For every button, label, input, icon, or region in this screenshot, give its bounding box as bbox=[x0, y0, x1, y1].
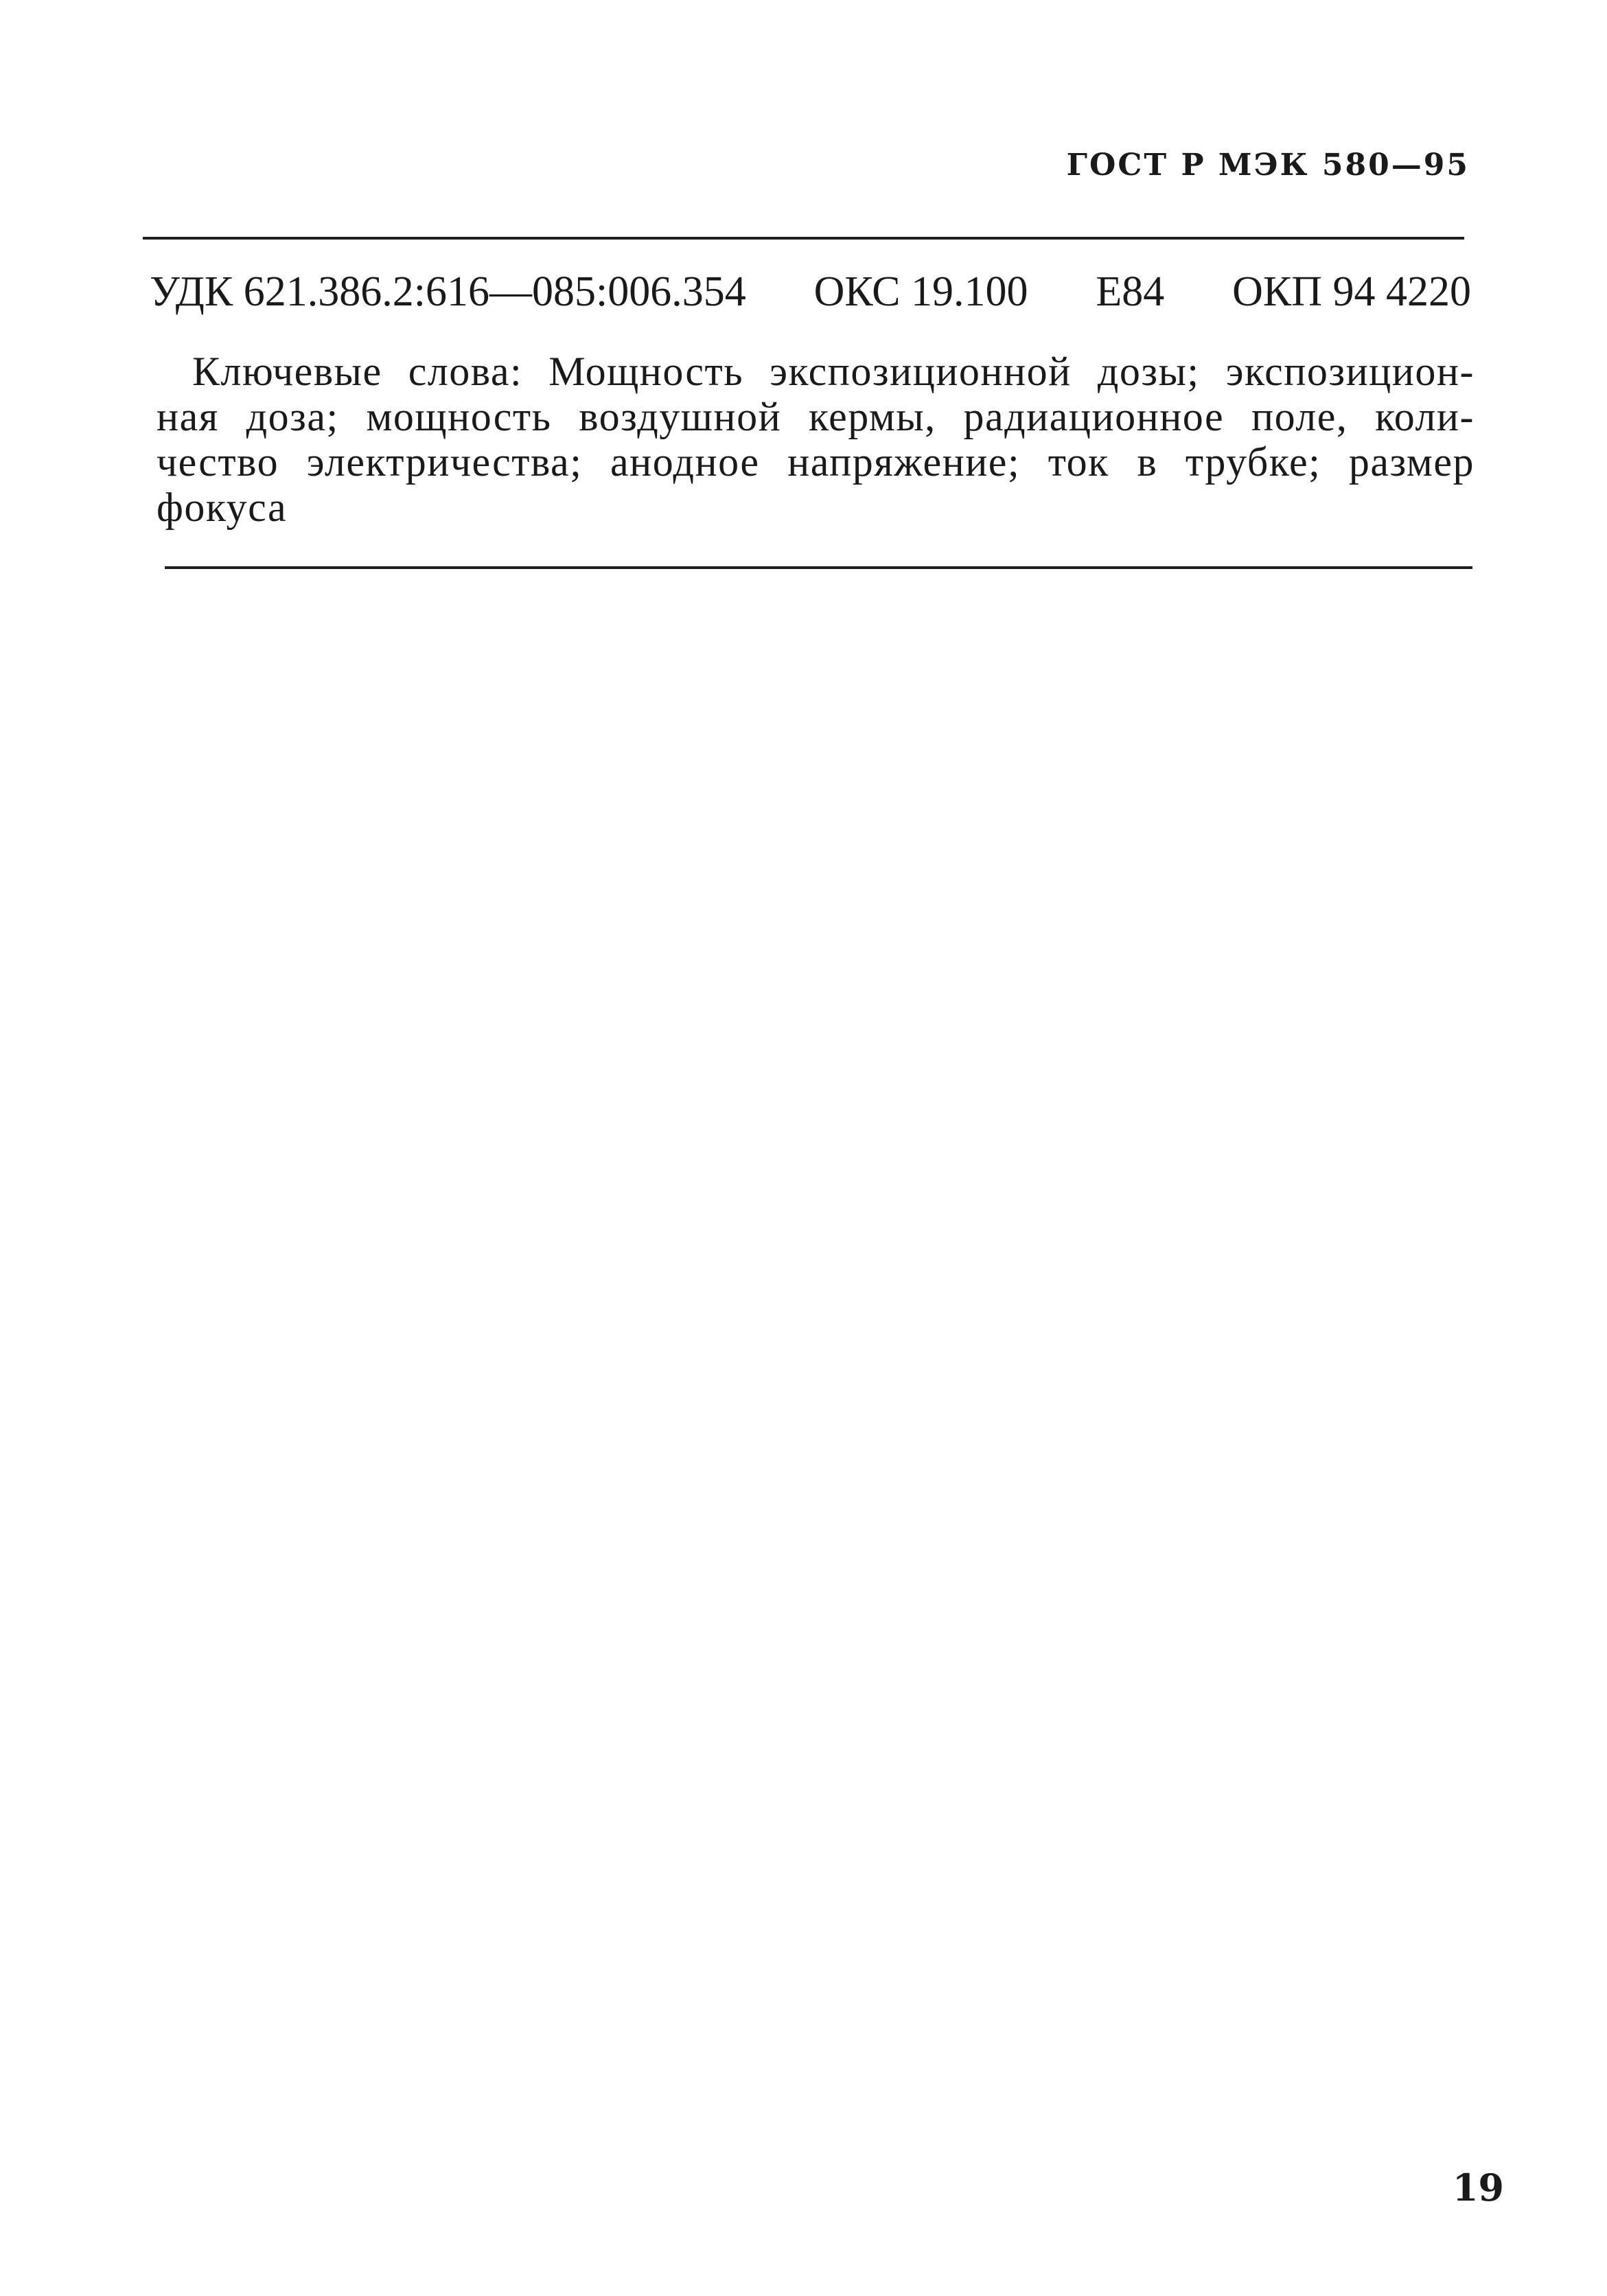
group-code: Е84 bbox=[1096, 268, 1165, 315]
keywords-line: фокуса bbox=[157, 485, 288, 530]
bottom-divider-line bbox=[165, 566, 1472, 569]
oks-code: ОКС 19.100 bbox=[813, 268, 1028, 315]
keywords-line: чество электричества; анодное напряжение; ток в трубке; размер bbox=[157, 439, 1475, 485]
udc-code: УДК 621.386.2:616—085:006.354 bbox=[150, 268, 746, 315]
keywords-line: ная доза; мощность воздушной кермы, радиационное поле, коли- bbox=[157, 394, 1475, 439]
page-number: 19 bbox=[1452, 2166, 1504, 2210]
okp-code: ОКП 94 4220 bbox=[1232, 268, 1471, 315]
keywords-line: Ключевые слова: Мощность экспозиционной дозы; экспозицион- bbox=[192, 349, 1475, 394]
keywords-paragraph bbox=[157, 349, 1475, 530]
standard-code-header: ГОСТ Р МЭК 580—95 bbox=[1066, 148, 1470, 183]
top-divider-line bbox=[143, 237, 1464, 240]
classification-line bbox=[150, 268, 1471, 316]
